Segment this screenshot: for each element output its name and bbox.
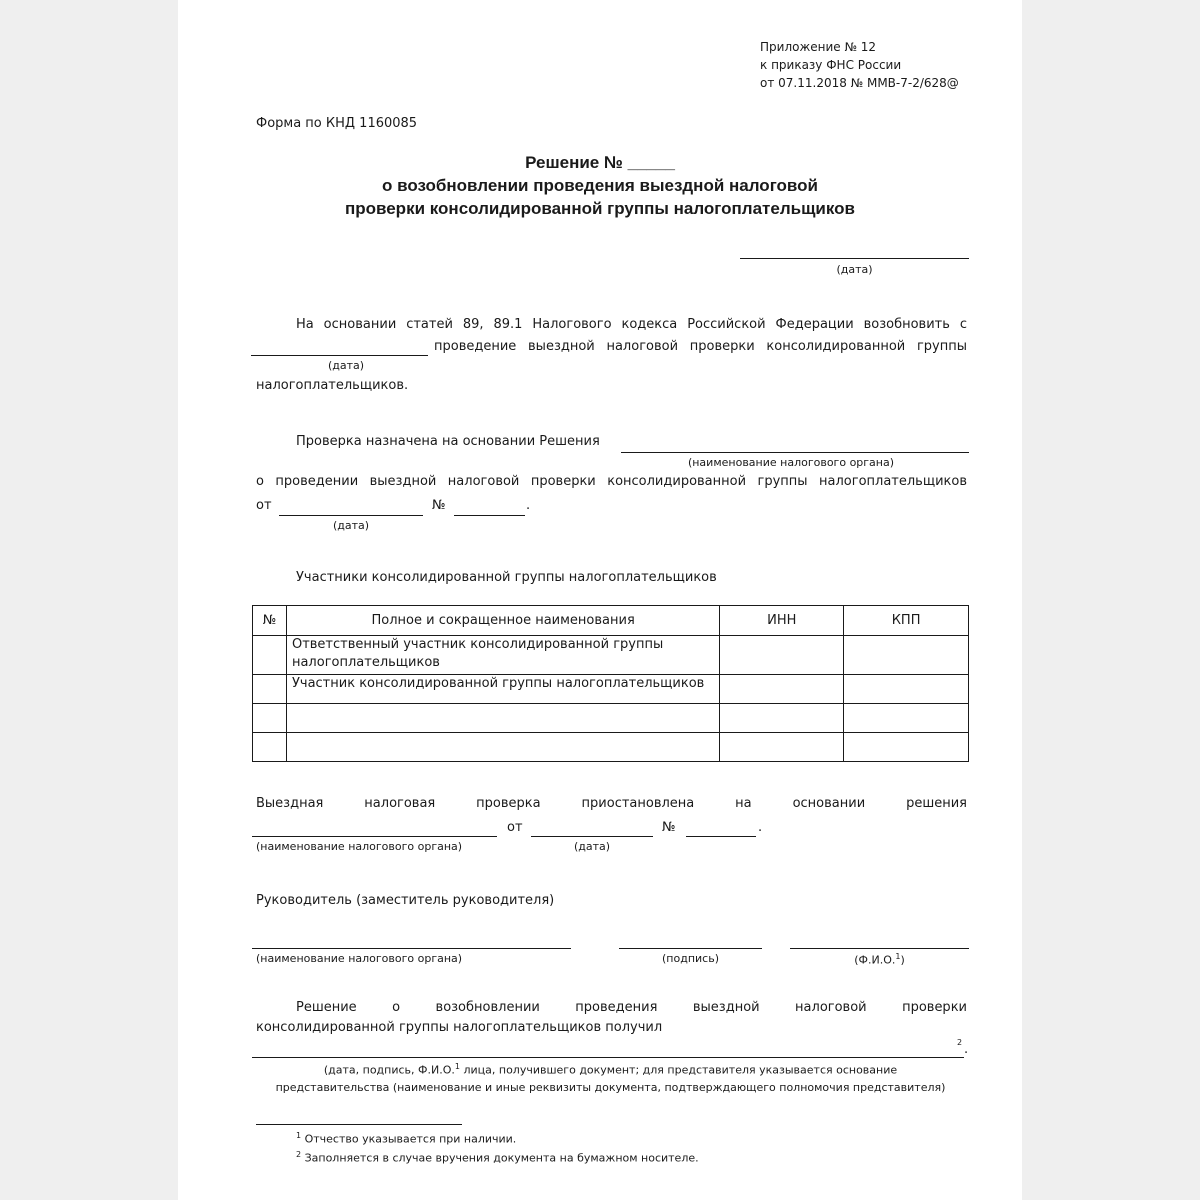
para3-period: . <box>758 820 763 835</box>
table-cell: Ответственный участник консолидированной группы налогоплательщиков <box>286 636 719 675</box>
para3-date-caption: (дата) <box>573 840 611 853</box>
form-code: Форма по КНД 1160085 <box>256 116 418 131</box>
para2-date-line <box>279 515 423 516</box>
members-heading: Участники консолидированной группы налогоплательщиков <box>296 570 717 585</box>
col-header-number: № <box>253 606 287 636</box>
sign-fio-line <box>790 948 969 949</box>
para1-line-2: проведение выездной налоговой проверки консолидированной группы <box>434 339 967 354</box>
col-header-inn: ИНН <box>720 606 844 636</box>
table-row <box>253 636 969 675</box>
title-line-2: о возобновлении проведения выездной налоговой <box>381 176 818 195</box>
para2-date-caption: (дата) <box>332 519 370 532</box>
table-cell <box>286 733 719 762</box>
para3-date-line <box>531 836 653 837</box>
para3-org-caption: (наименование налогового органа) <box>256 840 463 853</box>
para4-receiver-line <box>252 1057 964 1058</box>
footnote-2: $^2$ Заполняется в случае вручения документа на бумажном носителе. <box>296 1150 699 1165</box>
para1-date-caption: (дата) <box>327 359 365 372</box>
para4-footnote-ref: 2 <box>957 1038 963 1047</box>
head-label: Руководитель (заместитель руководителя) <box>256 893 555 908</box>
para2-number-line <box>454 515 525 516</box>
footnote-ref: 1 <box>895 952 901 961</box>
para2-number-label: № <box>432 498 446 513</box>
table-row <box>253 704 969 733</box>
para3-org-line <box>252 836 497 837</box>
table-cell <box>286 704 719 733</box>
sign-org-line <box>252 948 571 949</box>
table-cell <box>844 675 969 704</box>
title-line-1: Решение № _____ <box>525 153 675 172</box>
footnote-1: $^1$ Отчество указывается при наличии. <box>296 1131 517 1146</box>
para4-caption-line-2: представительства (наименование и иные реквизиты документа, подтверждающего полномочия представителя) <box>275 1081 946 1094</box>
para4-line-2: консолидированной группы налогоплательщиков получил <box>256 1020 663 1035</box>
members-table <box>252 605 969 762</box>
para1-date-line <box>251 355 428 356</box>
sign-signature-line <box>619 948 762 949</box>
para3-from-label: от <box>507 820 523 835</box>
footnote-ref: 1 <box>454 1062 460 1071</box>
sign-fio-caption: (Ф.И.О.$^1$) <box>854 952 905 967</box>
date-caption: (дата) <box>836 263 873 276</box>
table-cell <box>844 636 969 675</box>
para2-org-caption: (наименование налогового органа) <box>687 456 895 469</box>
table-cell <box>253 704 287 733</box>
para2-line-2: о проведении выездной налоговой проверки консолидированной группы налогоплательщиков <box>256 474 967 489</box>
table-row <box>253 675 969 704</box>
para3-number-line <box>686 836 756 837</box>
table-cell <box>253 733 287 762</box>
para2-period: . <box>526 498 531 513</box>
para2-line-1: Проверка назначена на основании Решения <box>296 434 600 449</box>
table-cell <box>720 704 844 733</box>
col-header-kpp: КПП <box>844 606 969 636</box>
para4-end-period: . <box>964 1042 969 1057</box>
table-cell <box>720 636 844 675</box>
para3-line-1: Выездная налоговая проверка приостановлена на основании решения <box>256 796 967 811</box>
title-line-3: проверки консолидированной группы налогоплательщиков <box>344 199 856 218</box>
table-cell <box>720 733 844 762</box>
para2-from-label: от <box>256 498 272 513</box>
footnote-separator <box>256 1124 462 1125</box>
table-cell <box>253 675 287 704</box>
table-cell: Участник консолидированной группы налогоплательщиков <box>286 675 719 704</box>
table-cell <box>720 675 844 704</box>
table-row <box>253 733 969 762</box>
appendix-line-1: Приложение № 12 <box>760 40 877 54</box>
table-cell <box>253 636 287 675</box>
para4-line-1: Решение о возобновлении проведения выездной налоговой проверки <box>296 1000 967 1015</box>
para2-org-line <box>621 452 969 453</box>
para3-number-label: № <box>662 820 676 835</box>
table-cell <box>844 704 969 733</box>
sign-org-caption: (наименование налогового органа) <box>256 952 463 965</box>
appendix-line-2: к приказу ФНС России <box>760 58 902 72</box>
para1-line-1: На основании статей 89, 89.1 Налогового кодекса Российской Федерации возобновить с <box>296 317 967 332</box>
date-field-line <box>740 258 969 259</box>
sign-signature-caption: (подпись) <box>662 952 719 965</box>
para4-caption-line-1: (дата, подпись, Ф.И.О.$^1$ лица, получившего документ; для представителя указывается основание <box>323 1062 898 1077</box>
table-cell <box>844 733 969 762</box>
appendix-line-3: от 07.11.2018 № ММВ-7-2/628@ <box>760 76 959 90</box>
para1-line-3: налогоплательщиков. <box>256 378 409 393</box>
col-header-name: Полное и сокращенное наименования <box>286 606 719 636</box>
